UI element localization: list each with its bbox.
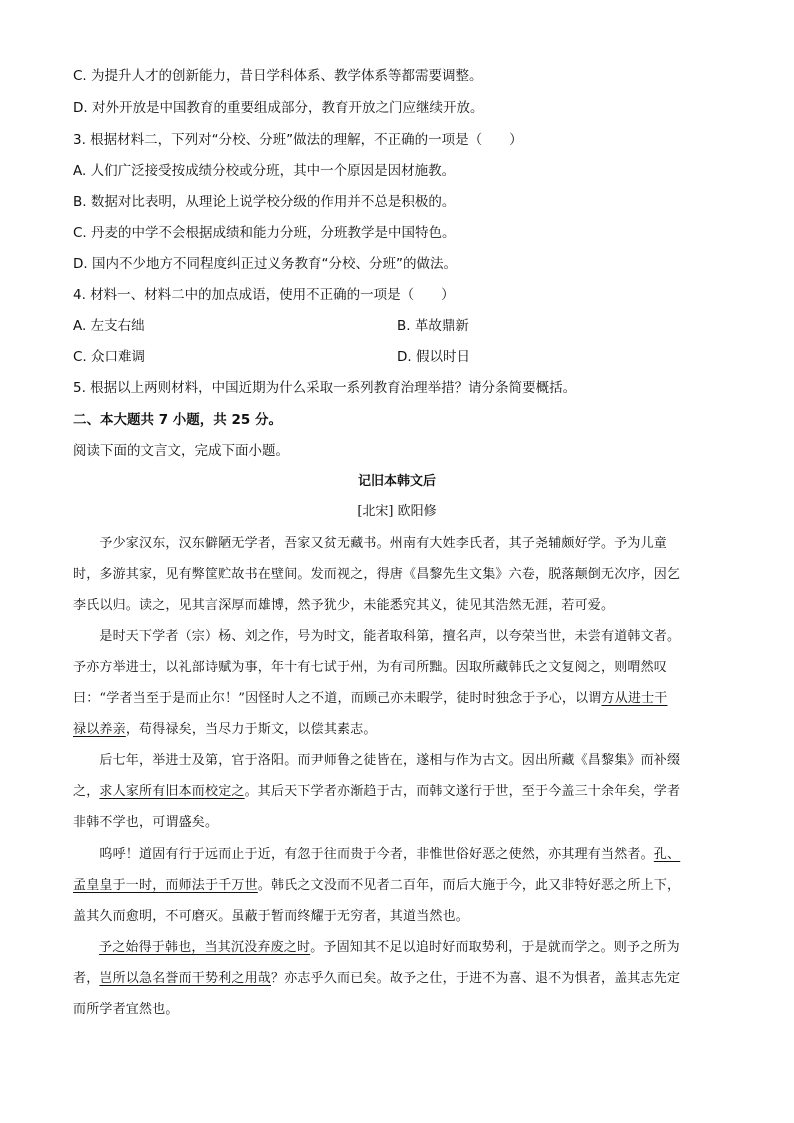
passage-text: 者，: [73, 971, 100, 986]
passage-text: 。予固知其不足以追时好而取势利，于是就而学之。则予之所为: [310, 940, 680, 955]
passage-line: [73, 782, 717, 802]
q4-option-c: C. 众口难调: [73, 349, 146, 365]
section-instruction: 阅读下面的文言文，完成下面小题。: [73, 443, 289, 459]
passage-line: 是时天下学者（宗）杨、刘之作，号为时文，能者取科第，擅名声，以夸荣当世，未尝有道韩文者。: [73, 629, 681, 644]
underlined-sentence: 予之始得于韩也，当其沉没弃废之时: [99, 940, 311, 955]
q3-option-b: B. 数据对比表明，从理论上说学校分级的作用并不总是积极的。: [73, 194, 456, 210]
q4-option-a: A. 左支右绌: [73, 318, 145, 334]
underlined-sentence: 方从进士干: [601, 691, 668, 706]
passage-line: 盖其久而愈明，不可磨灭。虽蔽于暂而终耀于无穷者，其道当然也。: [73, 909, 470, 924]
passage-line: 予少家汉东，汉东僻陋无学者，吾家又贫无藏书。州南有大姓李氏者，其子尧辅颇好学。予为儿童: [73, 536, 668, 551]
passage-text: 曰：“学者当至于是而止尔！”因怪时人之不道，而顾己亦未暇学，徒时时独念于予心，以谓: [73, 691, 602, 706]
passage-line: [73, 938, 743, 958]
q3-option-a: A. 人们广泛接受按成绩分校或分班，其中一个原因是因材施教。: [73, 163, 456, 179]
q4-option-b: B. 革故鼎新: [397, 318, 469, 334]
q3-option-c: C. 丹麦的中学不会根据成绩和能力分班，分班教学是中国特色。: [73, 225, 456, 241]
passage-line: 李氏以归。读之，见其言深厚而雄博，然予犹少，未能悉究其义，徒见其浩然无涯，若可爱。: [73, 598, 615, 613]
passage-line: 予亦方举进士，以礼部诗赋为事，年十有七试于州，为有司所黜。因取所藏韩氏之文复阅之，则喟然叹: [73, 660, 668, 675]
passage-text: ，苟得禄矣，当尽力于斯文，以偿其素志。: [125, 722, 377, 737]
q2-option-d: D. 对外开放是中国教育的重要组成部分，教育开放之门应继续开放。: [73, 100, 484, 116]
section-heading: 二、本大题共 7 小题，共 25 分。: [73, 412, 282, 428]
passage-text: 之，: [73, 784, 100, 799]
q5-stem: 5. 根据以上两则材料，中国近期为什么采取一系列教育治理举措？请分条简要概括。: [73, 380, 577, 396]
q4-stem: 4. 材料一、材料二中的加点成语，使用不正确的一项是（ ）: [73, 287, 455, 303]
passage-line: [73, 720, 717, 740]
underlined-sentence: 禄以养亲: [73, 722, 126, 737]
passage-line: [73, 969, 717, 989]
q2-option-c: C. 为提升人才的创新能力，昔日学科体系、教学体系等都需要调整。: [73, 68, 483, 84]
passage-line: [73, 845, 717, 865]
underlined-sentence: 孔、: [653, 847, 681, 862]
passage-line: 后七年，举进士及第，官于洛阳。而尹师鲁之徒皆在，遂相与作为古文。因出所藏《昌黎集》而补缀: [73, 753, 681, 768]
q4-option-d: D. 假以时日: [397, 349, 470, 365]
passage-author: [北宋] 欧阳修: [357, 504, 437, 519]
passage-text: 。其后天下学者亦渐趋于古，而韩文遂行于世，至于今盖三十余年矣，学者: [244, 784, 681, 799]
passage-line: [73, 689, 717, 709]
passage-line: [73, 876, 717, 896]
q3-stem: 3. 根据材料二，下列对“分校、分班”做法的理解，不正确的一项是（ ）: [73, 132, 523, 148]
passage-line: 非韩不学也，可谓盛矣。: [73, 815, 219, 830]
passage-line: 时，多游其家，见有弊筐贮故书在壁间。发而视之，得唐《昌黎先生文集》六卷，脱落颠倒无次序，因乞: [73, 567, 681, 582]
underlined-sentence: 孟皇皇于一时，而师法于千万世: [73, 878, 258, 893]
underlined-sentence: 岂所以急名誉而干势利之用哉: [99, 971, 272, 986]
passage-text: 呜呼！道固有行于远而止于近，有忽于往而贵于今者，非惟世俗好恶之使然，亦其理有当然者。: [73, 847, 654, 862]
underlined-sentence: 求人家所有旧本而校定之: [99, 784, 245, 799]
passage-title: 记旧本韩文后: [357, 474, 436, 489]
passage-text: 。韩氏之文没而不见者二百年，而后大施于今，此又非特好恶之所上下，: [257, 878, 681, 893]
passage-text: ？亦志乎久而已矣。故予之仕，于进不为喜、退不为惧者，盖其志先定: [271, 971, 681, 986]
q3-option-d: D. 国内不少地方不同程度纠正过义务教育“分校、分班”的做法。: [73, 256, 457, 272]
passage-line: 而所学者宜然也。: [73, 1002, 179, 1017]
